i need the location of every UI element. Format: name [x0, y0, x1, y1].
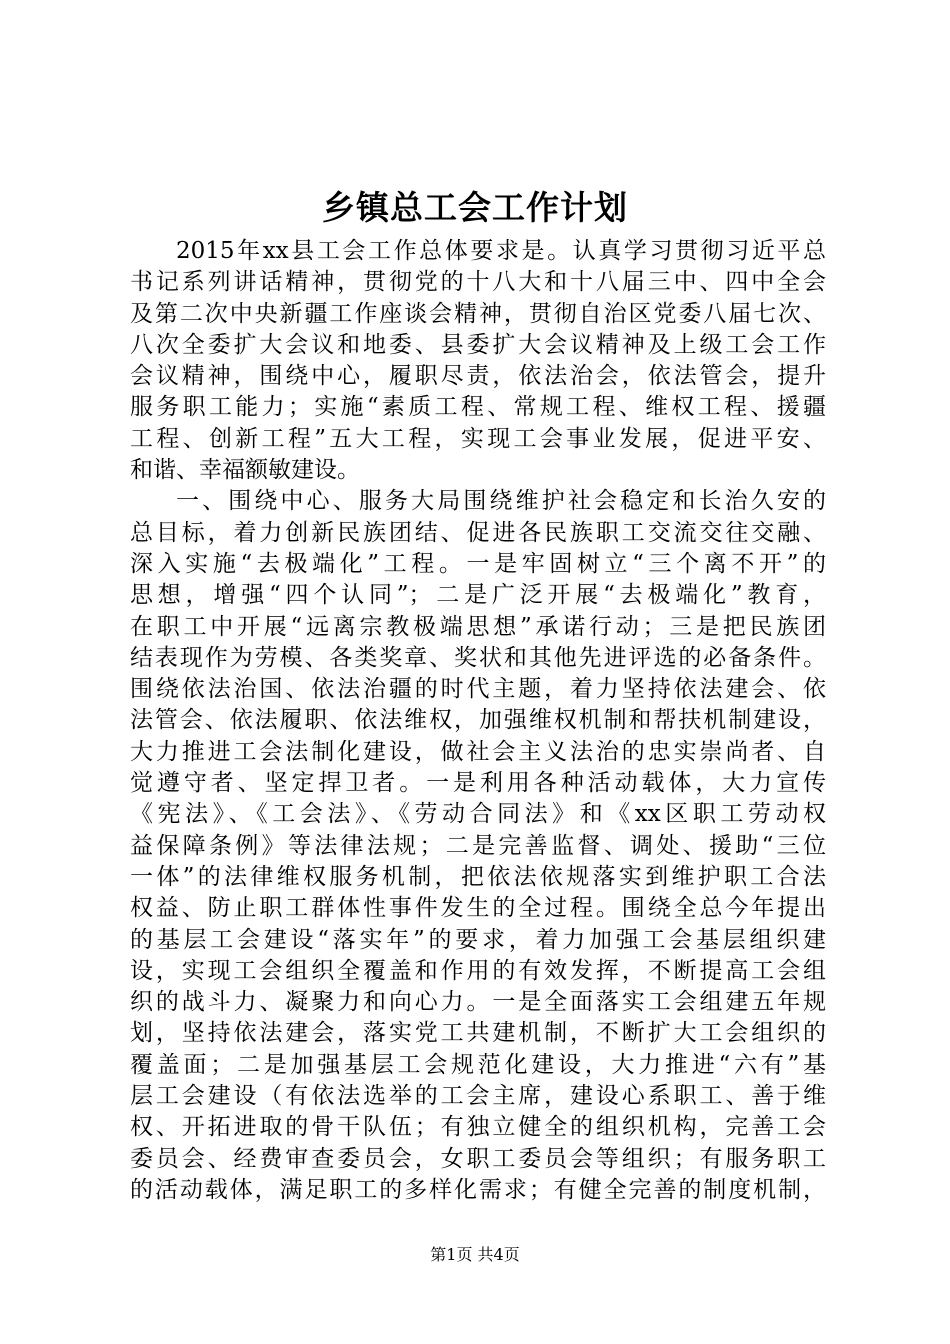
paragraph-2-line: 思想，增强“四个认同”；二是广泛开展“去极端化”教育， [130, 582, 826, 609]
document-body [130, 236, 826, 1206]
paragraph-2-line: 总目标，着力创新民族团结、促进各民族职工交流交往交融、 [130, 519, 826, 546]
paragraph-2-line: 一体”的法律维权服务机制，把依法依规落实到维护职工合法 [130, 863, 826, 890]
paragraph-1-line: 及第二次中央新疆工作座谈会精神，贯彻自治区党委八届七次、 [130, 300, 826, 327]
paragraph-1-line: 工程、创新工程”五大工程，实现工会事业发展，促进平安、 [130, 425, 826, 452]
paragraph-2-line: 在职工中开展“远离宗教极端思想”承诺行动；三是把民族团 [130, 613, 826, 640]
document-title: 乡镇总工会工作计划 [322, 188, 628, 227]
paragraph-2-line: 结表现作为劳模、各类奖章、奖状和其他先进评选的必备条件。 [130, 644, 826, 671]
paragraph-2-line: 法管会、依法履职、依法维权，加强维权机制和帮扶机制建设， [130, 707, 826, 734]
paragraph-2-line: 权益、防止职工群体性事件发生的全过程。围绕全总今年提出 [130, 895, 826, 922]
paragraph-1-line: 服务职工能力；实施“素质工程、常规工程、维权工程、援疆 [130, 394, 826, 421]
paragraph-2-line: 划，坚持依法建会，落实党工共建机制，不断扩大工会组织的 [130, 1020, 826, 1047]
paragraph-2-line: 一、围绕中心、服务大局围绕维护社会稳定和长治久安的 [176, 488, 826, 515]
paragraph-2-line: 设，实现工会组织全覆盖和作用的有效发挥，不断提高工会组 [130, 957, 826, 984]
paragraph-1-line: 2015年xx县工会工作总体要求是。认真学习贯彻习近平总 [176, 238, 826, 264]
paragraph-2-line: 覆盖面；二是加强基层工会规范化建设，大力推进“六有”基 [130, 1051, 826, 1078]
paragraph-2-line: 委员会、经费审查委员会，女职工委员会等组织；有服务职工 [130, 1145, 826, 1172]
paragraph-2-line: 围绕依法治国、依法治疆的时代主题，着力坚持依法建会、依 [130, 676, 826, 703]
paragraph-1-line: 和谐、幸福额敏建设。 [130, 457, 360, 484]
page-number: 第1页 共4页 [430, 1245, 520, 1264]
paragraph-2-line: 益保障条例》等法律法规；二是完善监督、调处、援助“三位 [130, 832, 826, 859]
paragraph-2-line: 觉遵守者、坚定捍卫者。一是利用各种活动载体，大力宣传 [130, 770, 826, 797]
paragraph-2-line: 深入实施“去极端化”工程。一是牢固树立“三个离不开”的 [130, 550, 826, 577]
paragraph-2-line: 大力推进工会法制化建设，做社会主义法治的忠实崇尚者、自 [130, 738, 826, 765]
paragraph-2-line: 《宪法》、《工会法》、《劳动合同法》和《xx区职工劳动权 [130, 801, 826, 828]
paragraph-2-line: 权、开拓进取的骨干队伍；有独立健全的组织机构，完善工会 [130, 1114, 826, 1141]
paragraph-2-line: 的活动载体，满足职工的多样化需求；有健全完善的制度机制， [130, 1176, 826, 1203]
paragraph-1-line: 八次全委扩大会议和地委、县委扩大会议精神及上级工会工作 [130, 331, 826, 358]
paragraph-1-line: 会议精神，围绕中心，履职尽责，依法治会，依法管会，提升 [130, 363, 826, 390]
page-footer [0, 1244, 950, 1266]
paragraph-2-line: 层工会建设（有依法选举的工会主席，建设心系职工、善于维 [130, 1083, 826, 1110]
paragraph-1-line: 书记系列讲话精神，贯彻党的十八大和十八届三中、四中全会 [130, 269, 826, 296]
paragraph-2-line: 织的战斗力、凝聚力和向心力。一是全面落实工会组建五年规 [130, 989, 826, 1016]
paragraph-2-line: 的基层工会建设“落实年”的要求，着力加强工会基层组织建 [130, 926, 826, 953]
